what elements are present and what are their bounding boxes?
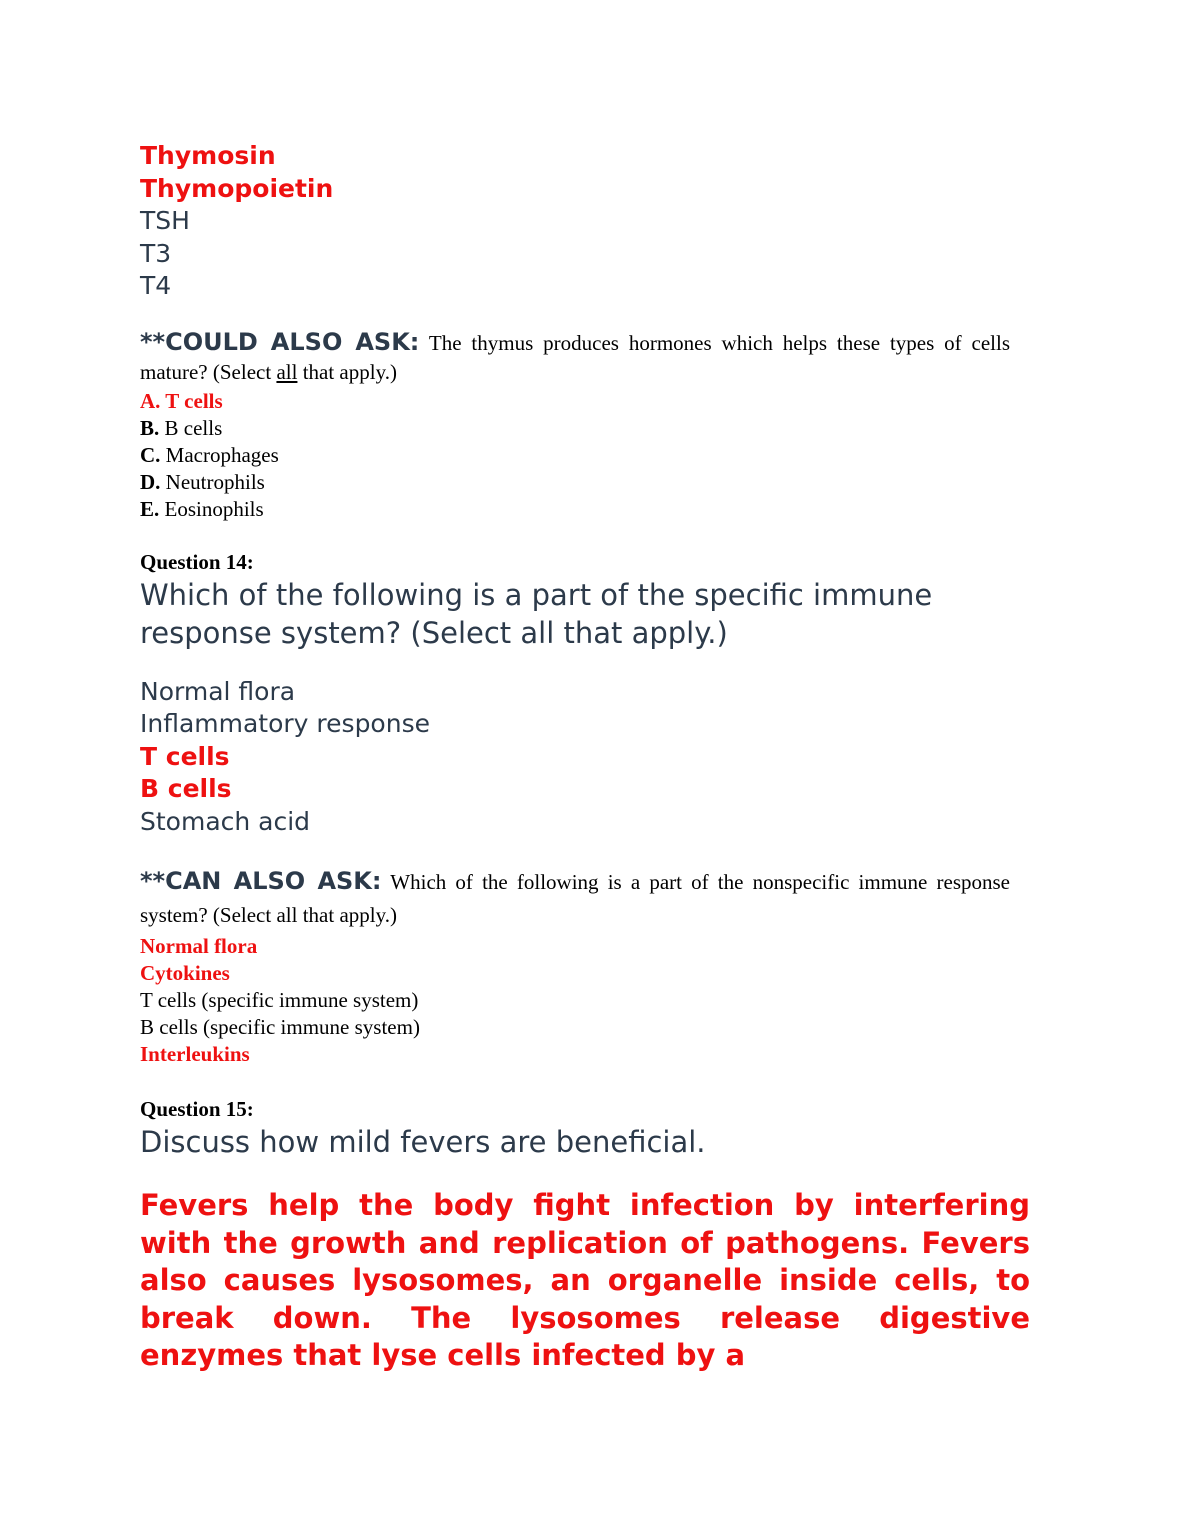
option-b-cells-specific: B cells (specific immune system) — [140, 1015, 420, 1039]
could-also-ask-options — [140, 388, 1040, 523]
answer-inflammatory-response: Inflammatory response — [140, 709, 430, 738]
answer-stomach-acid: Stomach acid — [140, 806, 311, 836]
option-thymosin: Thymosin — [140, 141, 276, 170]
question-14-text: Which of the following is a part of the specific immune response system? (Select all that apply.) — [140, 577, 933, 650]
can-also-ask-heading: **CAN ALSO ASK: — [140, 867, 382, 895]
option-e: E. Eosinophils — [140, 496, 264, 521]
can-also-ask-block — [140, 866, 1010, 933]
option-interleukins: Interleukins — [140, 1042, 250, 1066]
question-15-text: Discuss how mild fevers are beneficial. — [140, 1125, 706, 1159]
answer-b-cells: B cells — [140, 774, 232, 803]
top-options-list — [140, 140, 1040, 303]
could-also-ask-text-1: The thymus produces hormones which helps these types of cells mature? (Select — [140, 330, 1011, 384]
question-14-label: Question 14: — [140, 549, 254, 574]
could-also-ask-heading: **COULD ALSO ASK: — [140, 327, 420, 356]
option-cytokines: Cytokines — [140, 961, 230, 985]
answer-t-cells: T cells — [140, 741, 230, 771]
can-also-ask-options — [140, 933, 1040, 1068]
option-a: A. T cells — [140, 388, 223, 413]
option-t-cells-specific: T cells (specific immune system) — [140, 988, 419, 1012]
can-also-ask-text: Which of the following is a part of the nonspecific immune response system? (Select all that apply.) — [140, 870, 1010, 927]
answer-normal-flora: Normal flora — [140, 676, 296, 706]
could-also-ask-block — [140, 329, 1010, 388]
question-15-answer: Fevers help the body fight infection by interfering with the growth and replication of pathogens. Fevers also causes lysosomes, an organelle inside cells, to break down. The lysosomes release digestive enzymes that lyse cells infected by a — [140, 1188, 1030, 1372]
option-t3: T3 — [140, 238, 172, 268]
could-also-ask-text-2: that apply.) — [297, 359, 397, 384]
document-page — [140, 140, 1040, 1375]
option-d: D. Neutrophils — [140, 469, 265, 494]
could-also-ask-underline: all — [276, 359, 298, 384]
option-c: C. Macrophages — [140, 442, 279, 467]
question-15-label: Question 15: — [140, 1097, 254, 1121]
option-thymopoietin: Thymopoietin — [140, 173, 334, 203]
option-tsh: TSH — [140, 206, 190, 235]
option-t4: T4 — [140, 271, 172, 300]
question-14-answers — [140, 676, 1040, 839]
option-b: B. B cells — [140, 415, 223, 440]
option-normal-flora: Normal flora — [140, 934, 258, 958]
